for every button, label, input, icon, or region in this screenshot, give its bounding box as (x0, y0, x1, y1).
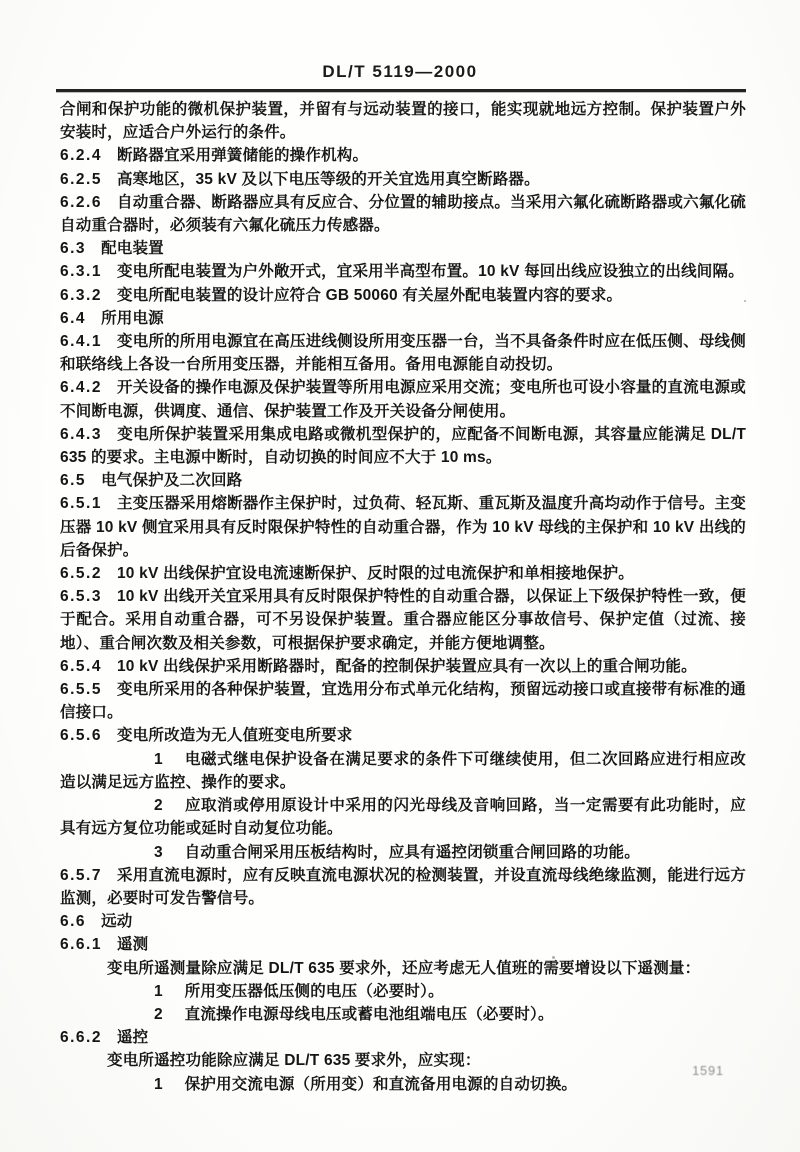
paragraph-text: 10 kV 出线开关宜采用具有反时限保护特性的自动重合器，以保证上下级保护特性一致，便于配合。采用自动重合器，可不另设保护装置。重合器应能区分事故信号、保护定值（过流、接地）、重合闸次数及相关参数，可根据保护要求确定，并能方便地调整。 (60, 588, 746, 652)
header-rule (56, 89, 746, 92)
clause-number: 6.5 (60, 472, 87, 490)
paragraph-text: 自动重合闸采用压板结构时，应具有遥控闭锁重合闸回路的功能。 (184, 843, 640, 861)
paragraph-text: 变电所改造为无人值班变电所要求 (116, 727, 353, 745)
paragraph-text: 远动 (101, 913, 133, 931)
clause-paragraph (60, 492, 746, 562)
item-number: 1 (154, 1075, 163, 1093)
clause-paragraph (60, 724, 746, 747)
clause-number: 6.4.2 (60, 379, 102, 397)
paragraph-text: 所用电源 (101, 309, 164, 327)
clause-number: 6.5.1 (60, 495, 102, 513)
scan-speck (552, 956, 555, 959)
body-paragraph (60, 98, 746, 144)
paragraph-text: 变电所配电装置为户外敞开式，宜采用半高型布置。10 kV 每回出线应设独立的出线间隔。 (116, 263, 744, 281)
list-item (60, 748, 746, 794)
list-item (60, 1003, 746, 1026)
body-paragraph (60, 1049, 746, 1072)
paragraph-text: 合闸和保护功能的微机保护装置，并留有与远动装置的接口，能实现就地远方控制。保护装置户外安装时，应适合户外运行的条件。 (60, 101, 746, 142)
document-content (60, 98, 746, 1096)
paragraph-text: 遥测 (116, 936, 149, 954)
section-heading (60, 1026, 746, 1049)
paragraph-text: 主变压器采用熔断器作主保护时，过负荷、轻瓦斯、重瓦斯及温度升高均动作于信号。主变压器 10 kV 侧宜采用具有反时限保护特性的自动重合器，作为 10 kV 母线的主保护和 10 kV 出线的后备保护。 (60, 495, 746, 559)
clause-paragraph (60, 191, 746, 237)
item-number: 2 (154, 797, 163, 815)
paragraph-text: 采用直流电源时，应有反映直流电源状况的检测装置，并设直流母线绝缘监测，能进行远方监测，必要时可发告警信号。 (60, 866, 746, 907)
clause-number: 6.6.1 (60, 936, 102, 954)
clause-number: 6.5.2 (60, 565, 102, 583)
section-heading (60, 237, 746, 260)
paragraph-text: 变电所遥控功能除应满足 DL/T 635 要求外，应实现： (107, 1052, 481, 1070)
page-header (0, 62, 800, 82)
clause-paragraph (60, 678, 746, 724)
list-item (60, 794, 746, 840)
paragraph-text: 遥控 (116, 1029, 149, 1047)
clause-number: 6.2.5 (60, 170, 102, 188)
paragraph-text: 配电装置 (101, 240, 164, 258)
paragraph-text: 自动重合器、断路器应具有反应合、分位置的辅助接点。当采用六氟化硫断路器或六氟化硫自动重合器时，必须装有六氟化硫压力传感器。 (60, 193, 746, 235)
clause-number: 6.3.1 (60, 263, 102, 281)
paragraph-text: 电气保护及二次回路 (101, 472, 243, 490)
list-item (60, 1073, 746, 1096)
clause-number: 6.5.7 (60, 866, 102, 884)
clause-number: 6.2.6 (60, 193, 102, 211)
paragraph-text: 所用变压器低压侧的电压（必要时）。 (184, 982, 444, 1000)
clause-paragraph (60, 260, 746, 283)
section-heading (60, 910, 746, 933)
paragraph-text: 开关设备的操作电源及保护装置等所用电源应采用交流；变电所也可设小容量的直流电源或不间断电源，供调度、通信、保护装置工作及开关设备分闸使用。 (60, 379, 746, 420)
paragraph-text: 电磁式继电保护设备在满足要求的条件下可继续使用，但二次回路应进行相应改造以满足远方监控、操作的要求。 (60, 750, 746, 791)
clause-number: 6.4.1 (60, 333, 102, 351)
item-number: 1 (154, 982, 163, 1000)
page-number: 1591 (692, 1064, 724, 1078)
clause-paragraph (60, 562, 746, 585)
clause-paragraph (60, 585, 746, 655)
list-item (60, 980, 746, 1003)
clause-number: 6.3 (60, 240, 87, 258)
clause-number: 6.5.3 (60, 588, 102, 606)
paragraph-text: 保护用交流电源（所用变）和直流备用电源的自动切换。 (184, 1075, 578, 1093)
doc-number: DL/T 5119—2000 (322, 62, 478, 81)
body-paragraph (60, 957, 746, 980)
paragraph-text: 变电所配电装置的设计应符合 GB 50060 有关屋外配电装置内容的要求。 (116, 286, 623, 304)
paragraph-text: 变电所采用的各种保护装置，宜选用分布式单元化结构，预留远动接口或直接带有标准的通信接口。 (60, 681, 746, 722)
clause-paragraph (60, 864, 746, 910)
paragraph-text: 10 kV 出线保护采用断路器时，配备的控制保护装置应具有一次以上的重合闸功能。 (116, 657, 697, 675)
clause-paragraph (60, 376, 746, 422)
clause-paragraph (60, 655, 746, 678)
section-heading (60, 469, 746, 492)
paragraph-text: 变电所遥测量除应满足 DL/T 635 要求外，还应考虑无人值班的需要增设以下遥测量： (107, 959, 701, 977)
clause-paragraph (60, 330, 746, 376)
list-item (60, 841, 746, 864)
clause-paragraph (60, 144, 746, 167)
clause-number: 6.5.6 (60, 727, 102, 745)
clause-paragraph (60, 284, 746, 307)
clause-number: 6.3.2 (60, 286, 102, 304)
paragraph-text: 变电所保护装置采用集成电路或微机型保护的，应配备不间断电源，其容量应能满足 DL/T 635 的要求。主电源中断时，自动切换的时间应不大于 10 ms。 (60, 425, 746, 467)
clause-number: 6.6 (60, 913, 87, 931)
item-number: 1 (154, 750, 163, 768)
clause-number: 6.5.5 (60, 681, 102, 699)
clause-paragraph (60, 168, 746, 191)
scan-speck (744, 300, 746, 302)
clause-number: 6.6.2 (60, 1029, 102, 1047)
paragraph-text: 应取消或停用原设计中采用的闪光母线及音响回路，当一定需要有此功能时，应具有远方复位功能或延时自动复位功能。 (60, 797, 746, 838)
clause-number: 6.5.4 (60, 657, 102, 675)
paragraph-text: 10 kV 出线保护宜设电流速断保护、反时限的过电流保护和单相接地保护。 (116, 565, 634, 583)
clause-number: 6.4.3 (60, 425, 102, 443)
paragraph-text: 高寒地区，35 kV 及以下电压等级的开关宜选用真空断路器。 (116, 170, 540, 188)
paragraph-text: 变电所的所用电源宜在高压进线侧设所用变压器一台，当不具备条件时应在低压侧、母线侧和联络线上各设一台所用变压器，并能相互备用。备用电源能自动投切。 (60, 333, 746, 374)
clause-number: 6.2.4 (60, 147, 102, 165)
item-number: 2 (154, 1005, 163, 1023)
item-number: 3 (154, 843, 163, 861)
paragraph-text: 断路器宜采用弹簧储能的操作机构。 (116, 147, 369, 165)
paragraph-text: 直流操作电源母线电压或蓄电池组端电压（必要时）。 (184, 1005, 554, 1023)
clause-number: 6.4 (60, 309, 87, 327)
section-heading (60, 933, 746, 956)
section-heading (60, 307, 746, 330)
clause-paragraph (60, 423, 746, 469)
